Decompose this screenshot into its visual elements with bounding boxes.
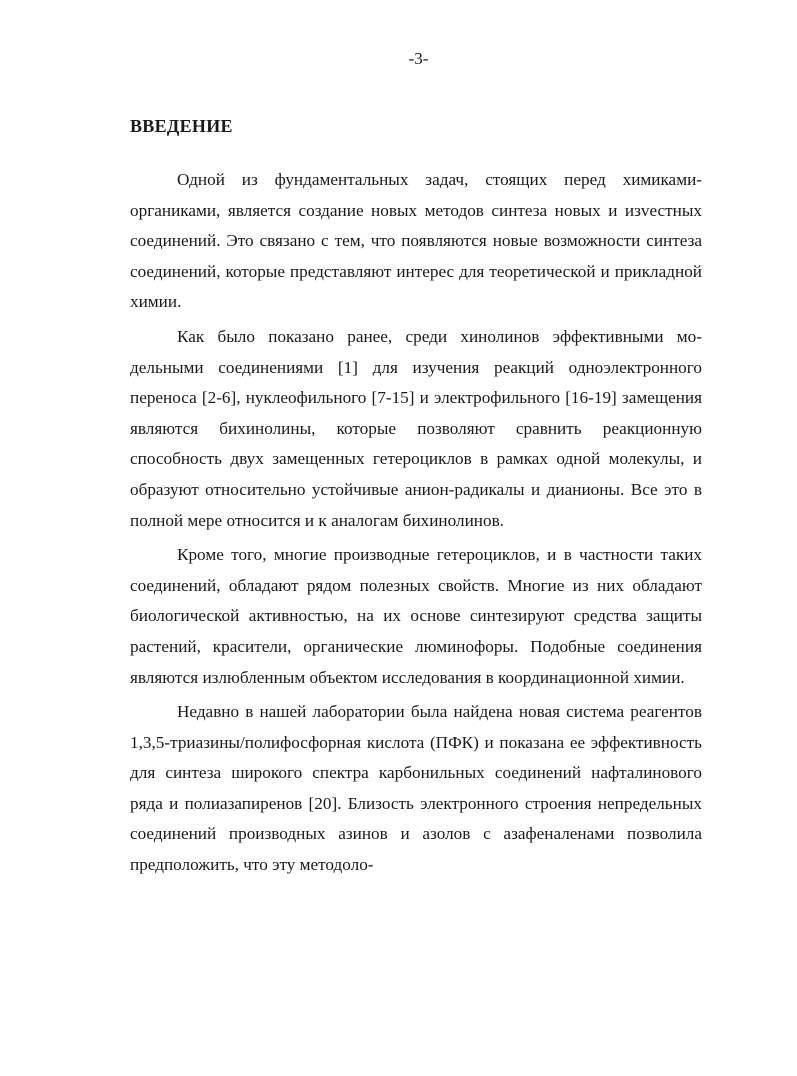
paragraph-2: Как было показано ранее, среди хинолинов эффективными модельными соединениями [1] для изучения реакций одноэлектронного переноса [2-6], нуклеофильного [7-15] и электрофильного [16-19] замещения являются бихинолины, которые позволяют сравнить реакционную способность двух замещенных гетероциклов в рамках одной молекулы, и образуют относительно устойчивые анион-радикалы и дианионы. Все это в полной мере относится и к аналогам бихинолинов. [130,326,702,530]
body-text [130,165,702,881]
paragraph-1: Одной из фундаментальных задач, стоящих перед химиками-органиками, является создание новых методов синтеза новых и изvестных соединений. Это связано с тем, что появляются новые возможности синтеза соединений, которые представляют интерес для теоретической и прикладной химии. [130,170,702,312]
page-number: -3- [408,49,429,68]
section-heading: ВВЕДЕНИЕ [130,116,233,136]
paragraph-3: Кроме того, многие производные гетероциклов, и в частности таких соединений, обладают рядом полезных свойств. Многие из них обладают биологической активностью, на их основе синтезируют средства защиты растений, красители, органические люминофоры. Подобные соединения являются излюбленным объектом исследования в координационной химии. [130,545,702,687]
paragraph-4: Недавно в нашей лаборатории была найдена новая система реагентов 1,3,5-триазины/полифосфорная кислота (ПФК) и показана ее эффективность для синтеза широкого спектра карбонильных соединений нафталинового ряда и полиазапиренов [20]. Близость электронного строения непредельных соединений производных азинов и азолов с азафеналенами позволила предположить, что эту методоло- [130,702,702,875]
